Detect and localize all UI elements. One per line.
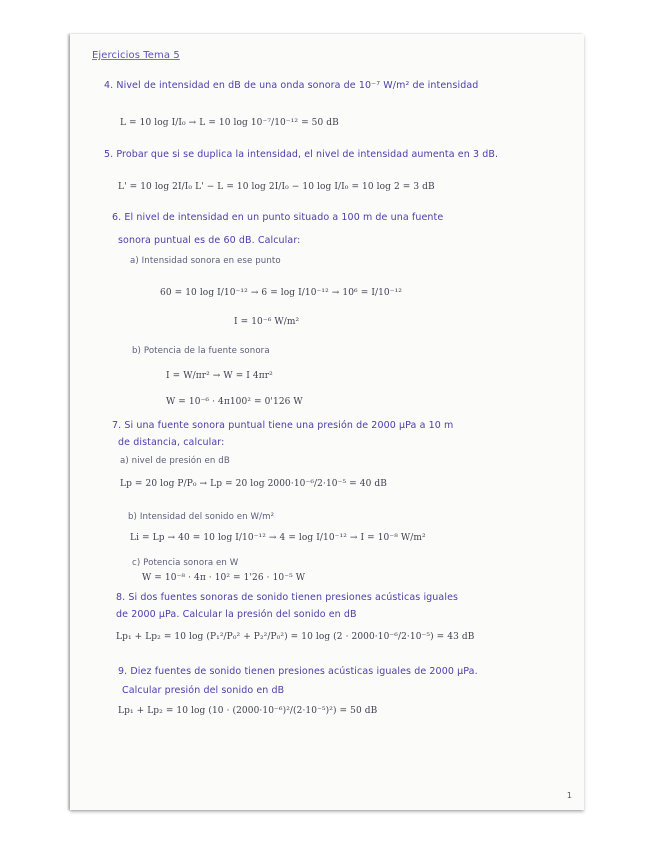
exercise-9-statement-line1: 9. Diez fuentes de sonido tienen presiones acústicas iguales de 2000 μPa. xyxy=(118,666,478,677)
page-number: 1 xyxy=(566,791,572,800)
exercise-6-part-a-solution: 60 = 10 log I/10⁻¹² → 6 = log I/10⁻¹² → 10⁶ = I/10⁻¹² xyxy=(160,288,403,298)
exercise-8-statement-line1: 8. Si dos fuentes sonoras de sonido tienen presiones acústicas iguales xyxy=(116,592,459,603)
exercise-7-part-c: c) Potencia sonora en W xyxy=(132,558,239,568)
exercise-5-solution: L' = 10 log 2I/I₀ L' − L = 10 log 2I/I₀ − 10 log I/I₀ = 10 log 2 = 3 dB xyxy=(118,182,435,192)
exercise-4-statement: 4. Nivel de intensidad en dB de una onda sonora de 10⁻⁷ W/m² de intensidad xyxy=(104,80,479,91)
exercise-4-solution: L = 10 log I/I₀ → L = 10 log 10⁻⁷/10⁻¹² = 50 dB xyxy=(120,118,339,128)
exercise-9-solution: Lp₁ + Lp₂ = 10 log (10 · (2000·10⁻⁶)²/(2·10⁻⁵)²) = 50 dB xyxy=(118,706,378,716)
exercise-6-part-b-solution: I = W/πr² → W = I 4πr² xyxy=(166,371,273,381)
exercise-6-statement-line2: sonora puntual es de 60 dB. Calcular: xyxy=(118,235,301,246)
exercise-7-part-c-solution: W = 10⁻⁸ · 4π · 10² = 1'26 · 10⁻⁵ W xyxy=(142,573,306,583)
exercise-6-statement-line1: 6. El nivel de intensidad en un punto situado a 100 m de una fuente xyxy=(112,212,444,223)
exercise-7-part-b-solution: Li = Lp → 40 = 10 log I/10⁻¹² → 4 = log I/10⁻¹² → I = 10⁻⁸ W/m² xyxy=(130,533,426,543)
exercise-7-part-a-solution: Lp = 20 log P/P₀ → Lp = 20 log 2000·10⁻⁶/2·10⁻⁵ = 40 dB xyxy=(120,479,387,489)
exercise-8-statement-line2: de 2000 μPa. Calcular la presión del sonido en dB xyxy=(116,609,357,620)
exercise-7-statement-line2: de distancia, calcular: xyxy=(118,437,225,448)
exercise-7-statement-line1: 7. Si una fuente sonora puntual tiene una presión de 2000 μPa a 10 m xyxy=(112,420,454,431)
notebook-page xyxy=(70,34,584,810)
exercise-7-part-a: a) nivel de presión en dB xyxy=(120,456,230,466)
exercise-7-part-b: b) Intensidad del sonido en W/m² xyxy=(128,512,275,522)
exercise-6-part-a-result: I = 10⁻⁶ W/m² xyxy=(234,317,300,327)
exercise-6-part-b: b) Potencia de la fuente sonora xyxy=(132,346,270,356)
exercise-5-statement: 5. Probar que si se duplica la intensidad, el nivel de intensidad aumenta en 3 dB. xyxy=(104,149,499,160)
page-title: Ejercicios Tema 5 xyxy=(92,50,180,61)
exercise-9-statement-line2: Calcular presión del sonido en dB xyxy=(122,685,285,696)
exercise-8-solution: Lp₁ + Lp₂ = 10 log (P₁²/P₀² + P₂²/P₀²) = 10 log (2 · 2000·10⁻⁶/2·10⁻⁵) = 43 dB xyxy=(116,632,475,642)
exercise-6-part-b-result: W = 10⁻⁶ · 4π100² = 0'126 W xyxy=(166,397,303,407)
exercise-6-part-a: a) Intensidad sonora en ese punto xyxy=(130,256,281,266)
